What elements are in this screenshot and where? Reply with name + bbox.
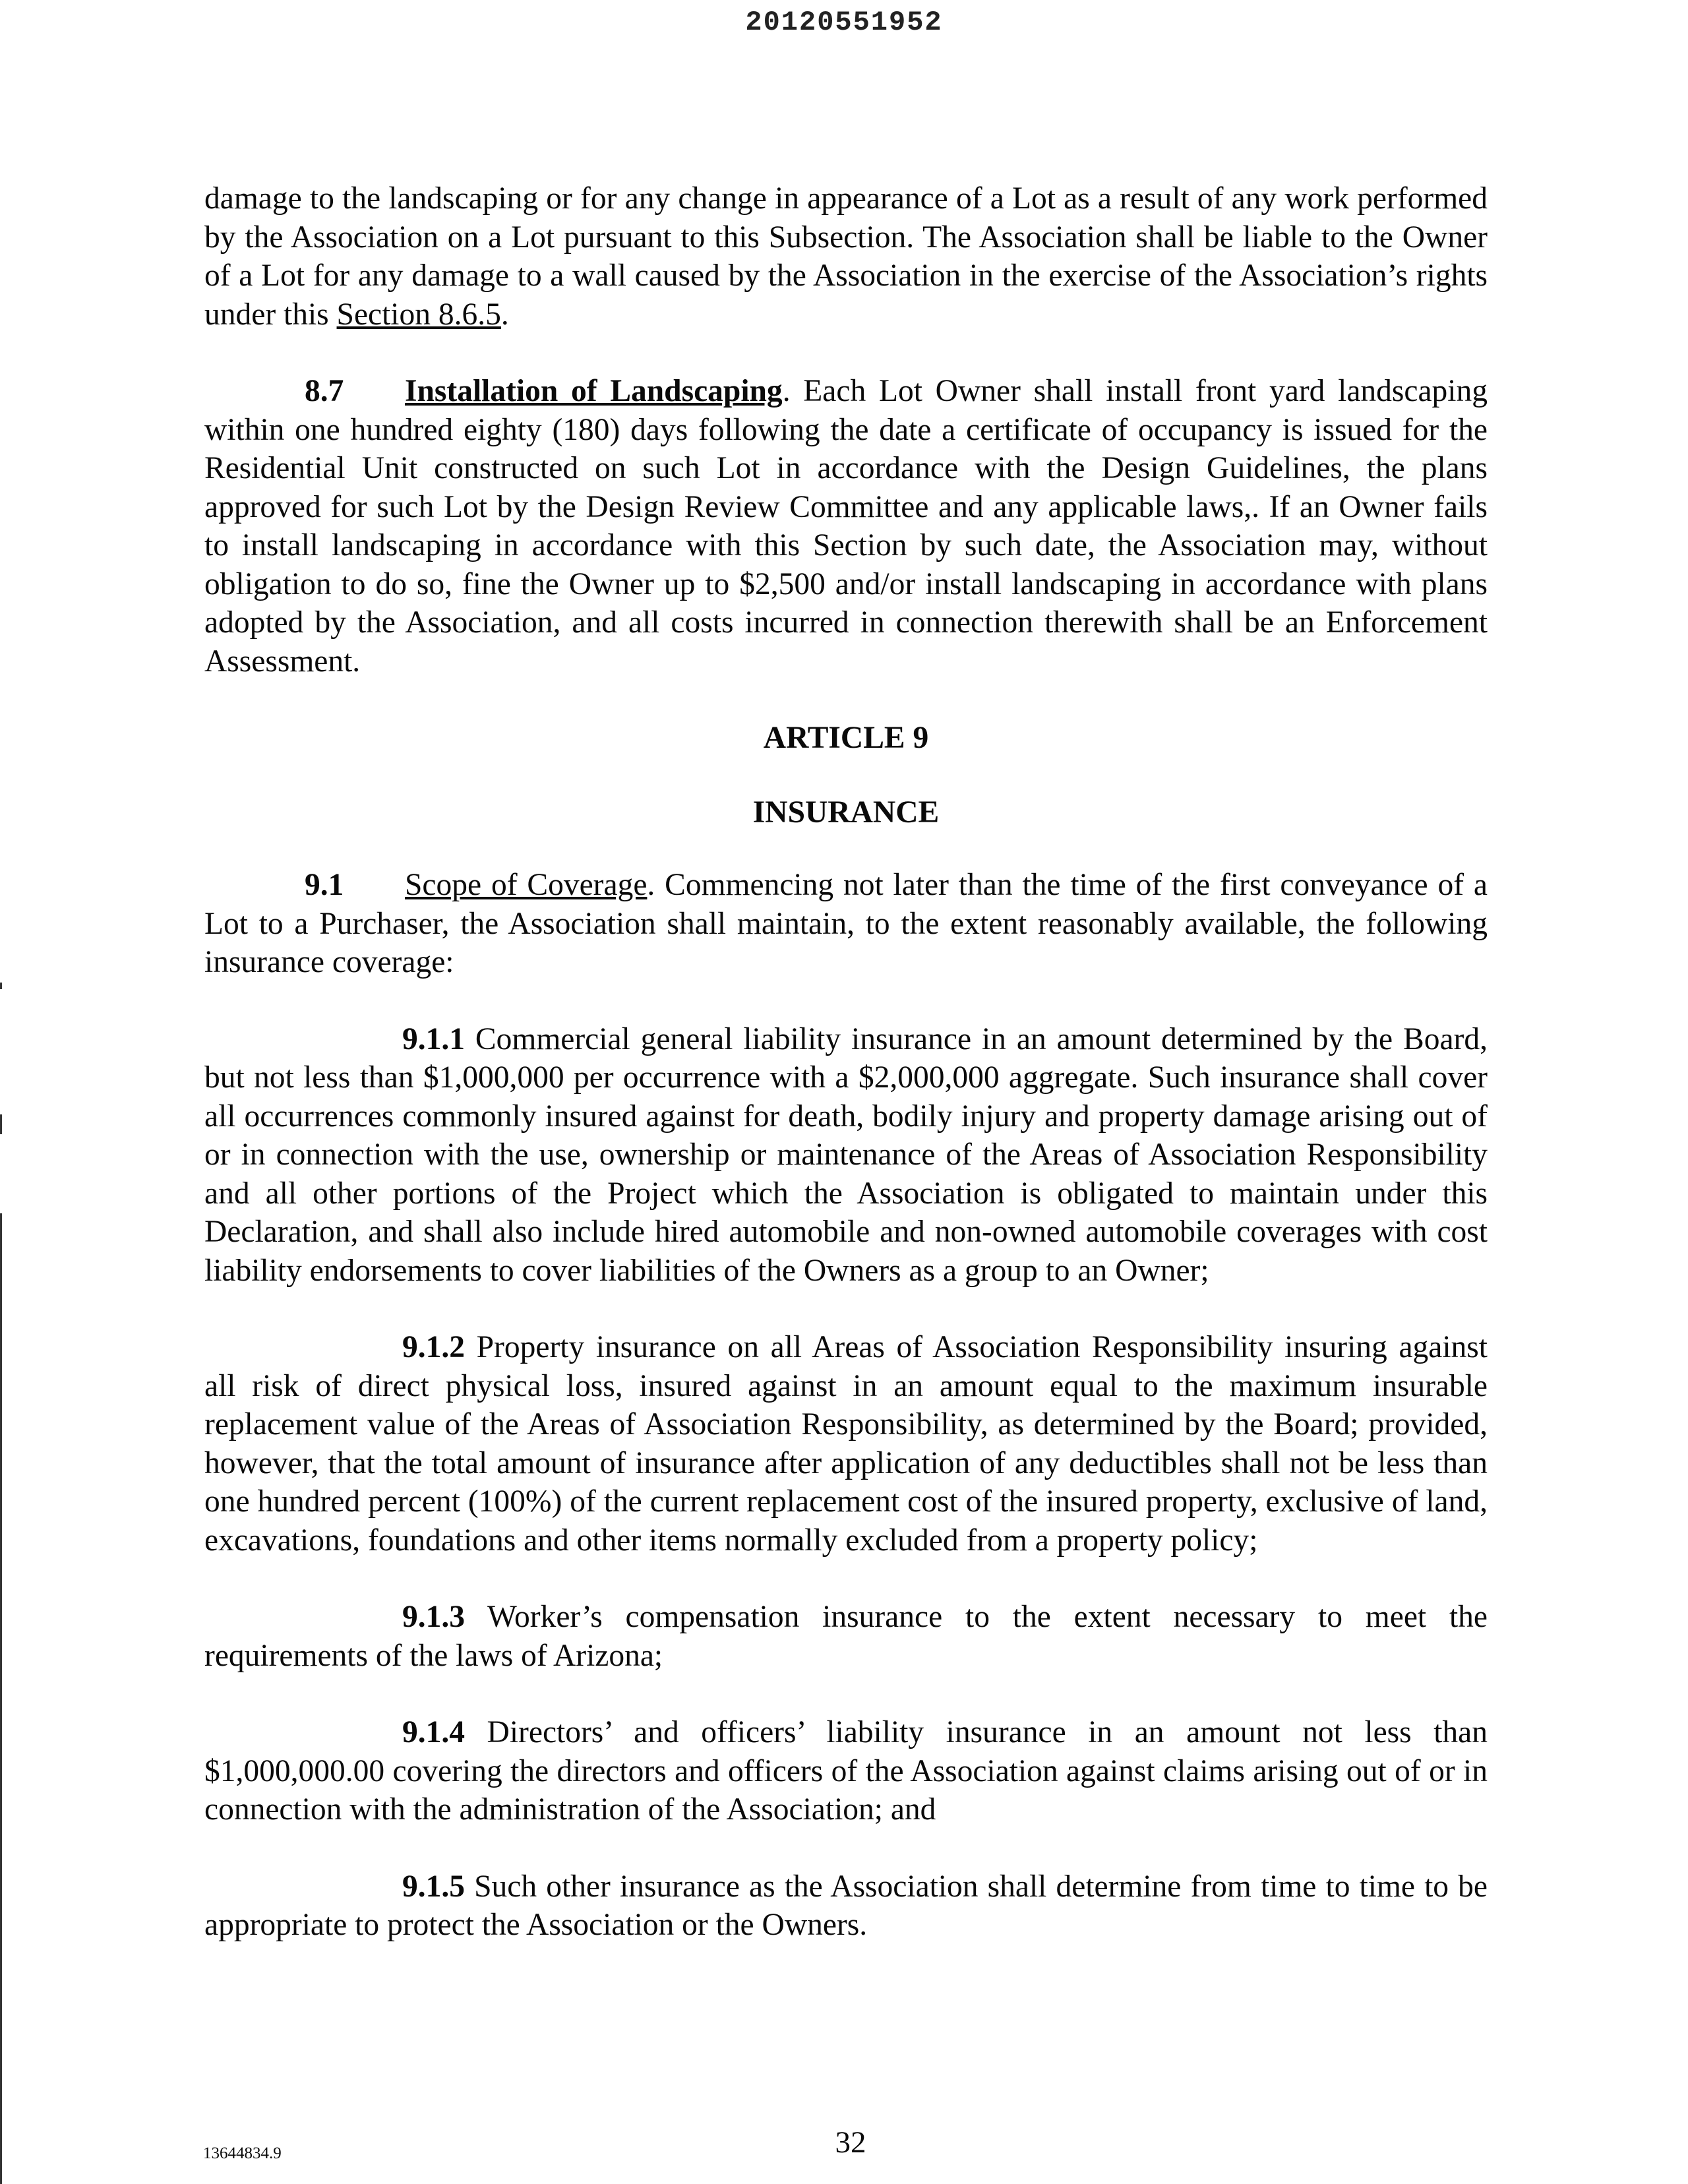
section-body: . Each Lot Owner shall install front yard landscaping within one hundred eighty (180) days following the date a certificate of occupancy is issued for the Residential Unit constructed on such Lot in accordance with the Design Guidelines, the plans approved for such Lot by the Design Review Committee and any applicable laws,. If an Owner fails to install landscaping in accordance with this Section by such date, the Association may, without obligation to do so, fine the Owner up to $2,500 and/or install landscaping in accordance with plans adopted by the Association, and all costs incurred in connection therewith shall be an Enforcement Assessment. — [204, 374, 1488, 679]
section-number: 9.1 — [305, 868, 344, 902]
subsection-9-1-2 — [204, 1328, 1488, 1560]
section-reference-8-6-5: Section 8.6.5 — [336, 297, 501, 332]
subsection-number: 9.1.1 — [402, 1021, 465, 1056]
subsection-9-1-3 — [204, 1598, 1488, 1675]
scan-margin-line — [0, 1213, 2, 2184]
section-number: 8.7 — [305, 374, 344, 408]
subsection-number: 9.1.2 — [402, 1330, 465, 1364]
subsection-9-1-4 — [204, 1713, 1488, 1829]
subsection-number: 9.1.5 — [402, 1869, 465, 1904]
article-heading: ARTICLE 9 — [763, 721, 929, 755]
subsection-body: Such other insurance as the Association shall determine from time to time to be appropriate to protect the Association or the Owners. — [204, 1869, 1488, 1942]
subsection-number: 9.1.3 — [402, 1600, 465, 1634]
recording-number: 20120551952 — [745, 7, 943, 38]
continuation-paragraph — [204, 179, 1488, 334]
subsection-body: Worker’s compensation insurance to the extent necessary to meet the requirements of the laws of Arizona; — [204, 1600, 1488, 1673]
subsection-body: Commercial general liability insurance in an amount determined by the Board, but not less than $1,000,000 per occurrence with a $2,000,000 aggregate. Such insurance shall cover all occurrences commonly insured against for death, bodily injury and property damage arising out of or in connection with the use, ownership or maintenance of the Areas of Association Responsibility and all other portions of the Project which the Association is obligated to maintain under this Declaration, and shall also include hired automobile and non-owned automobile coverages with cost liability endorsements to cover liabilities of the Owners as a group to an Owner; — [204, 1021, 1488, 1288]
article-title: INSURANCE — [752, 795, 940, 830]
footer-document-number: 13644834.9 — [203, 2144, 282, 2162]
section-8-7 — [204, 372, 1488, 681]
subsection-9-1-5 — [204, 1867, 1488, 1945]
continuation-end: . — [500, 297, 509, 332]
scan-margin-mark — [0, 983, 2, 989]
subsection-9-1-1 — [204, 1020, 1488, 1290]
subsection-body: Directors’ and officers’ liability insurance in an amount not less than $1,000,000.00 covering the directors and officers of the Association against claims arising out of or in connection with the administration of the Association; and — [204, 1715, 1488, 1827]
section-title: Scope of Coverage — [405, 868, 648, 902]
section-title: Installation of Landscaping — [405, 374, 783, 408]
subsection-number: 9.1.4 — [402, 1715, 465, 1749]
document-body — [204, 179, 1488, 1945]
scan-margin-mark — [0, 1114, 2, 1134]
subsection-body: Property insurance on all Areas of Association Responsibility insuring against all risk of direct physical loss, insured against in an amount equal to the maximum insurable replacement value of the Areas of Association Responsibility, as determined by the Board; provided, however, that the total amount of insurance after application of any deductibles shall not be less than one hundred percent (100%) of the current replacement cost of the insured property, exclusive of land, excavations, foundations and other items normally excluded from a property policy; — [204, 1330, 1488, 1558]
section-9-1 — [204, 866, 1488, 982]
footer-page-number: 32 — [835, 2125, 866, 2160]
section-body: . Commencing not later than the time of the first conveyance of a Lot to a Purchaser, the Association shall maintain, to the extent reasonably available, the following insurance coverage: — [204, 868, 1488, 979]
continuation-text: damage to the landscaping or for any change in appearance of a Lot as a result of any work performed by the Association on a Lot pursuant to this Subsection. The Association shall be liable to the Owner of a Lot for any damage to a wall caused by the Association in the exercise of the Association’s rights under this — [204, 181, 1488, 332]
